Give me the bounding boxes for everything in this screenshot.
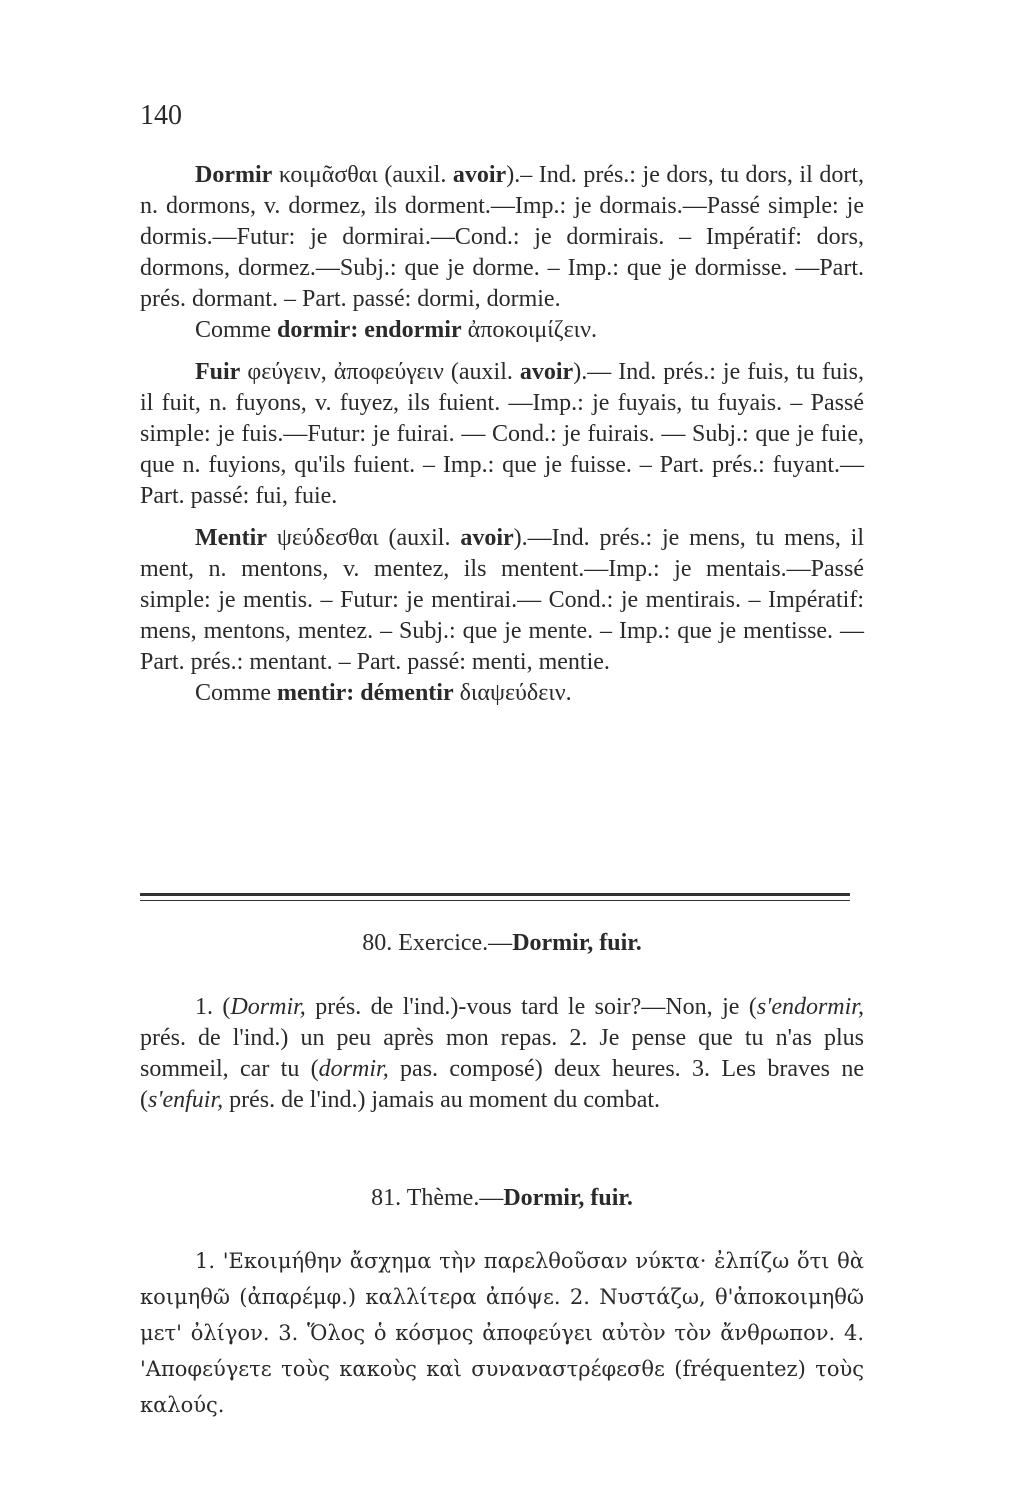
comme-mentir: Comme mentir: démentir διαψεύδειν. xyxy=(195,680,572,706)
exercise-body xyxy=(140,992,864,1116)
headword-dormir: Dormir xyxy=(195,162,273,188)
exercise-heading: 80. Exercice.—Dormir, fuir. xyxy=(362,930,642,956)
conjugation-section xyxy=(140,160,864,709)
headword-fuir: Fuir xyxy=(195,359,241,385)
entry-fuir: Fuir φεύγειν, ἀποφεύγειν (auxil. avoir).— Ind. prés.: je fuis, tu fuis, il fuit, n. fuyons, v. fuyez, ils fuient. —Imp.: je fuyais, tu fuyais. – Passé simple: je fuis.—Futur: je fuirai. — Cond.: je fuirais. — Subj.: que je fuie, que n. fuyions, qu'ils fuient. – Imp.: que je fuisse. – Part. prés.: fuyant.— Part. passé: fui, fuie. xyxy=(140,359,864,509)
exercise-text: 1. (Dormir, prés. de l'ind.)-vous tard le soir?—Non, je (s'endormir, prés. de l'ind.) un peu après mon repas. 2. Je pense que tu n'as plus sommeil, car tu (dormir, pas. composé) deux heures. 3. Les braves ne (s'enfuir, prés. de l'ind.) jamais au moment du combat. xyxy=(140,994,865,1113)
section-rule-thick xyxy=(140,893,850,896)
page-number: 140 xyxy=(140,100,182,131)
entry-mentir: Mentir ψεύδεσθαι (auxil. avoir).—Ind. prés.: je mens, tu mens, il ment, n. mentons, v. mentez, ils mentent.—Imp.: je mentais.—Passé simple: je mentis. – Futur: je mentirai.— Cond.: je mentirais. – Impératif: mens, mentons, mentez. – Subj.: que je mente. – Imp.: que je mentisse. —Part. prés.: mentant. – Part. passé: menti, mentie. xyxy=(140,525,864,675)
theme-heading: 81. Thème.—Dormir, fuir. xyxy=(371,1185,633,1211)
headword-mentir: Mentir xyxy=(195,525,267,551)
theme-text: 1. 'Εκοιμήθην ἄσχημα τὴν παρελθοῦσαν νύκτα· ἐλπίζω ὅτι θὰ κοιμηθῶ (ἀπαρέμφ.) καλλίτερα ἀπόψε. 2. Νυστάζω, θ'ἀποκοιμηθῶ μετ' ὀλίγον. 3. Ὅλος ὁ κόσμος ἀποφεύγει αὐτὸν τὸν ἄνθρωπον. 4. 'Αποφεύγετε τοὺς κακοὺς καὶ συναναστρέφεσθε (fréquentez) τοὺς καλούς. xyxy=(140,1249,864,1417)
comme-dormir: Comme dormir: endormir ἀποκοιμίζειν. xyxy=(195,317,597,343)
theme-body xyxy=(140,1243,864,1423)
section-rule-thin xyxy=(140,900,850,901)
entry-dormir: Dormir κοιμᾶσθαι (auxil. avoir).– Ind. prés.: je dors, tu dors, il dort, n. dormons, v. dormez, ils dorment.—Imp.: je dormais.—Passé simple: je dormis.—Futur: je dormirai.—Cond.: je dormirais. – Impératif: dors, dormons, dormez.—Subj.: que je dorme. – Imp.: que je dormisse. —Part. prés. dormant. – Part. passé: dormi, dormie. xyxy=(140,162,864,312)
